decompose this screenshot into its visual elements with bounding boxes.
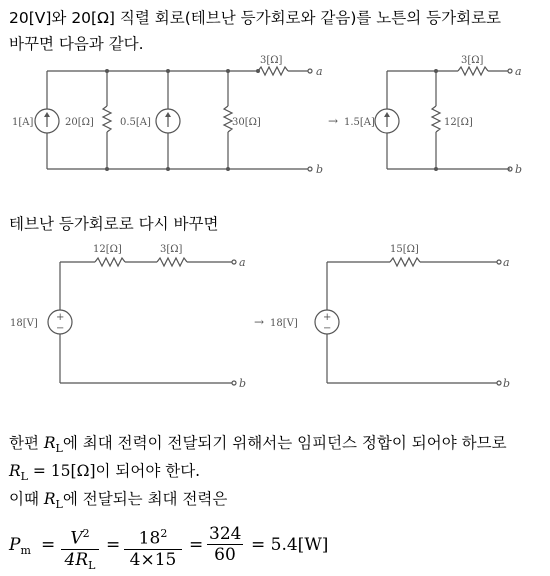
- text-line-6: [9, 489, 227, 515]
- thevenin-minus: −: [56, 323, 65, 334]
- fraction2-numerator: 18: [138, 528, 161, 549]
- norton-equiv-terminal-a: a: [515, 65, 522, 78]
- line5-suffix: = 15[Ω]이 되어야 한다.: [27, 462, 201, 480]
- load-resistance-symbol: R: [43, 434, 56, 452]
- power-subscript: m: [20, 544, 31, 557]
- thevenin-equiv-plus: +: [323, 312, 332, 323]
- norton-terminal-b: b: [316, 163, 324, 176]
- text-line-2: 바꾸면 다음과 같다.: [9, 35, 144, 53]
- equals-3: =: [189, 535, 204, 555]
- fraction-3: [207, 524, 243, 565]
- fraction1-denominator: 4R: [64, 549, 89, 570]
- load-subscript: L: [20, 470, 28, 483]
- fraction3-numerator: 324: [209, 524, 242, 544]
- thevenin-equiv-minus: −: [323, 323, 332, 334]
- norton-terminal-a: a: [316, 65, 323, 78]
- load-resistance-symbol: R: [43, 490, 56, 508]
- equals-1: =: [41, 535, 56, 555]
- thevenin-terminal-b: b: [239, 377, 247, 390]
- line6-suffix: 에 전달되는 최대 전력은: [62, 490, 228, 508]
- line6-prefix: 이때: [9, 490, 44, 508]
- fraction3-denominator: 60: [214, 545, 236, 565]
- norton-series-r-label: 3[Ω]: [260, 55, 283, 66]
- equals-2: =: [106, 535, 121, 555]
- norton-equiv-source-label: 1.5[A]: [344, 117, 375, 128]
- norton-source2-label: 0.5[A]: [120, 117, 151, 128]
- thevenin-r1-label: 12[Ω]: [93, 244, 122, 255]
- fraction1-numerator-exponent: 2: [82, 527, 90, 540]
- thevenin-source-label: 18[V]: [10, 318, 38, 329]
- thevenin-equiv-terminal-b: b: [503, 377, 511, 390]
- fraction-1: [61, 524, 99, 576]
- load-subscript: L: [55, 442, 63, 455]
- norton-equiv-series-label: 3[Ω]: [461, 55, 484, 66]
- thevenin-terminal-a: a: [239, 256, 246, 269]
- fraction2-numerator-exponent: 2: [160, 527, 168, 540]
- load-resistance-symbol: R: [9, 462, 21, 480]
- text-line-4: [9, 433, 507, 459]
- norton-r2-label: 30[Ω]: [232, 117, 261, 128]
- norton-arrow: →: [328, 114, 339, 128]
- thevenin-arrow: →: [254, 315, 265, 329]
- load-subscript: L: [55, 498, 63, 511]
- power-symbol: P: [9, 535, 21, 555]
- formula-result: = 5.4[W]: [251, 535, 329, 555]
- thevenin-circuit-diagram: [0, 240, 550, 390]
- norton-equiv-terminal-b: b: [515, 163, 523, 176]
- norton-equiv-shunt-label: 12[Ω]: [444, 117, 473, 128]
- thevenin-r2-label: 3[Ω]: [160, 244, 183, 255]
- fraction-2: [124, 524, 182, 570]
- fraction1-numerator: V: [70, 528, 83, 549]
- thevenin-equiv-terminal-a: a: [503, 256, 510, 269]
- norton-source1-label: 1[A]: [12, 117, 34, 128]
- text-line-3: 테브난 등가회로로 다시 바꾸면: [9, 215, 219, 233]
- text-line-5: [9, 461, 200, 487]
- line4-prefix: 한편: [9, 434, 44, 452]
- thevenin-plus: +: [56, 312, 65, 323]
- norton-r1-label: 20[Ω]: [65, 117, 94, 128]
- thevenin-equiv-source-label: 18[V]: [270, 318, 298, 329]
- fraction2-denominator: 4×15: [129, 549, 177, 570]
- line4-suffix: 에 최대 전력이 전달되기 위해서는 임피던스 정합이 되어야 하므로: [62, 434, 507, 452]
- fraction1-denominator-subscript: L: [88, 558, 96, 572]
- thevenin-equiv-r-label: 15[Ω]: [390, 244, 419, 255]
- text-line-1: 20[V]와 20[Ω] 직렬 회로(테브난 등가회로와 같음)를 노튼의 등가회로로: [9, 9, 502, 27]
